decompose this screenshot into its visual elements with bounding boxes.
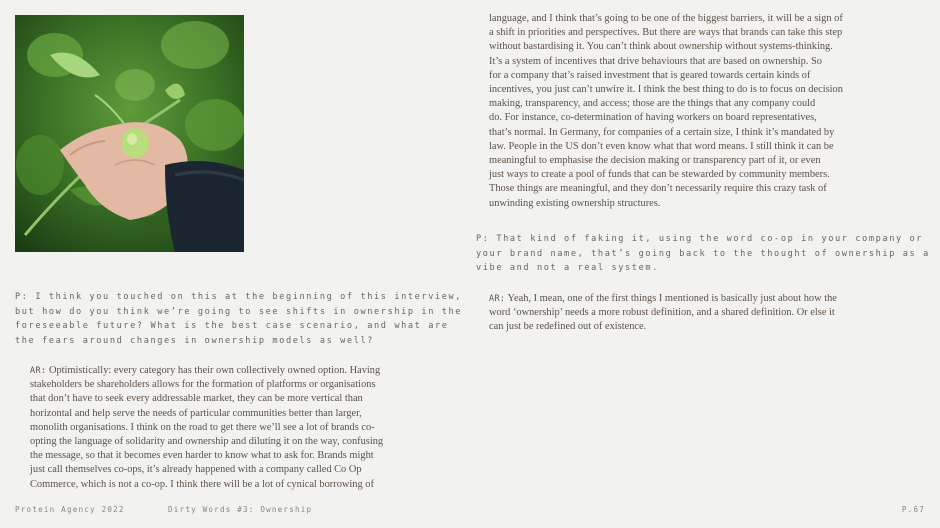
answer-line: a shift in priorities and perspectives. But there are ways that brands can take this step (489, 27, 843, 39)
answer-line: can just be redefined out of existence. (489, 321, 647, 333)
answer-line: language, and I think that’s going to be one of the biggest barriers, it will be a sign of (489, 13, 843, 24)
answer-line: horizontal and help serve the needs of particular communities better than larger, (30, 407, 362, 419)
answer-line: Those things are meaningful, and they don’t necessarily require this crazy task of (489, 183, 827, 195)
speaker-tag: AR: (489, 293, 506, 303)
answer-line: word ‘ownership’ needs a more robust definition, and a shared definition. Or else it (489, 307, 835, 319)
answer-line: that don’t have to seek every addressable market, they can be more vertical than (30, 393, 363, 405)
answer-line: for a company that’s raised investment that is geared towards certain kinds of (489, 69, 811, 81)
answer-line (489, 291, 869, 306)
right-question (476, 232, 930, 276)
plant-photo (15, 15, 244, 252)
answer-line: just ways to create a pool of funds that can be stewarded by community members. (489, 169, 830, 181)
answer-line: without bastardising it. You can’t think about ownership without systems-thinking. (489, 41, 833, 53)
question-line: your brand name, that’s going back to the thought of ownership as a (476, 248, 930, 259)
answer-line: that’s normal. In Germany, for companies of a certain size, I think it’s mandated by (489, 126, 835, 138)
left-answer (30, 363, 410, 492)
question-line: but how do you think we’re going to see shifts in ownership in the (15, 306, 463, 317)
plant-image (15, 15, 244, 252)
answer-line: Commerce, which is not a co-op. I think there will be a lot of cynical borrowing of (30, 478, 374, 490)
answer-line (30, 363, 410, 378)
answer-text: Optimistically: every category has their own collectively owned option. Having (48, 365, 381, 376)
footer-publisher: Protein Agency 2022 (15, 505, 125, 514)
page-number: P.67 (901, 505, 925, 514)
question-line: vibe and not a real system. (476, 263, 659, 274)
answer-line: meaningful to emphasise the decision making or transparency part of it, or even (489, 155, 821, 167)
footer-issue-title: Dirty Words #3: Ownership (168, 505, 313, 514)
answer-line: opting the language of solidarity and ownership and diluting it on the way, confusing (30, 436, 384, 448)
answer-line: the message, so that it becomes even harder to know what to ask for. Brands might (30, 450, 374, 462)
left-question (15, 290, 463, 348)
answer-line: unwinding existing ownership structures. (489, 197, 661, 209)
answer-text: Yeah, I mean, one of the first things I mentioned is basically just about how the (507, 293, 837, 304)
answer-line: monolith organisations. I think on the road to get there we’ll see a lot of brands co- (30, 421, 375, 433)
question-line: the fears around changes in ownership models as well? (15, 335, 375, 346)
question-line: foreseeable future? What is the best case scenario, and what are (15, 321, 449, 332)
answer-line: making, transparency, and access; those are the things that any company could (489, 98, 816, 110)
answer-line: just call themselves co-ops, it’s already happened with a company called Co Op (30, 464, 362, 476)
answer-line: law. People in the US don’t even know what that word means. I still think it can be (489, 140, 834, 152)
answer-line: It’s a system of incentives that drive behaviours that are based on ownership. So (489, 55, 822, 67)
right-answer (489, 291, 869, 335)
answer-line: stakeholders be shareholders allows for the formation of platforms or organisations (30, 379, 376, 391)
question-line: P: That kind of faking it, using the word co-op in your company or (476, 234, 924, 244)
answer-line: incentives, you just can’t unwire it. I think the best thing to do is to focus on decision (489, 84, 843, 96)
question-line: P: I think you touched on this at the beginning of this interview, (15, 292, 463, 302)
right-continuation (489, 12, 869, 211)
speaker-tag: AR: (30, 365, 47, 375)
answer-line: do. For instance, co-determination of having workers on board representatives, (489, 112, 817, 124)
